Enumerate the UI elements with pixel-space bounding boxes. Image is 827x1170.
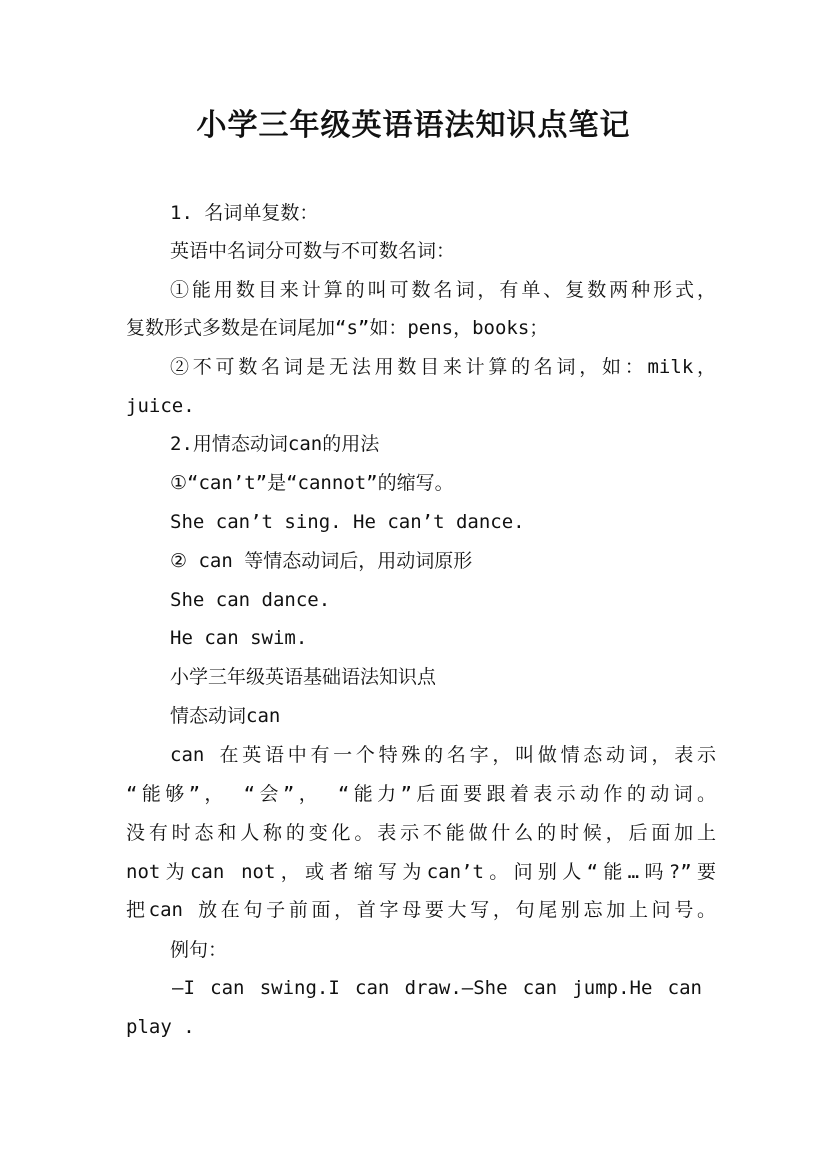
text-line: 1. 名词单复数： bbox=[170, 202, 319, 224]
text-line: He can swim. bbox=[170, 627, 308, 649]
document-title: 小学三年级英语语法知识点笔记 bbox=[196, 108, 631, 143]
text-line: 复数形式多数是在词尾加“s”如：pens，books； bbox=[126, 317, 549, 339]
text-line: 例句： bbox=[170, 939, 228, 961]
text-line: She can dance. bbox=[170, 589, 331, 611]
text-line: 英语中名词分可数与不可数名词： bbox=[170, 240, 456, 262]
text-line: “能够”， “会”， “能力”后面要跟着表示动作的动词。 bbox=[126, 783, 716, 805]
text-line: 小学三年级英语基础语法知识点 bbox=[170, 666, 437, 688]
text-line: ①“can’t”是“cannot”的缩写。 bbox=[170, 472, 454, 494]
text-line: 把can 放在句子前面，首字母要大写，句尾别忘加上问号。 bbox=[126, 899, 716, 921]
text-line: 2.用情态动词can的用法 bbox=[170, 433, 380, 455]
text-line: 没有时态和人称的变化。表示不能做什么的时候，后面加上 bbox=[126, 822, 716, 844]
text-line: not为can not，或者缩写为can’t。问别人“能…吗?”要 bbox=[126, 861, 716, 883]
text-line: 情态动词can bbox=[170, 705, 281, 727]
text-line: juice. bbox=[126, 395, 195, 417]
text-line: play . bbox=[126, 1016, 195, 1038]
text-line: ①能用数目来计算的叫可数名词，有单、复数两种形式， bbox=[170, 279, 716, 301]
text-line: —I can swing.I can draw.—She can jump.He can bbox=[172, 977, 702, 999]
text-line: ② can 等情态动词后，用动词原形 bbox=[170, 550, 473, 572]
text-line: can 在英语中有一个特殊的名字，叫做情态动词，表示 bbox=[170, 744, 716, 766]
text-line: ②不可数名词是无法用数目来计算的名词，如：milk， bbox=[170, 356, 716, 378]
text-line: She can’t sing. He can’t dance. bbox=[170, 511, 525, 533]
